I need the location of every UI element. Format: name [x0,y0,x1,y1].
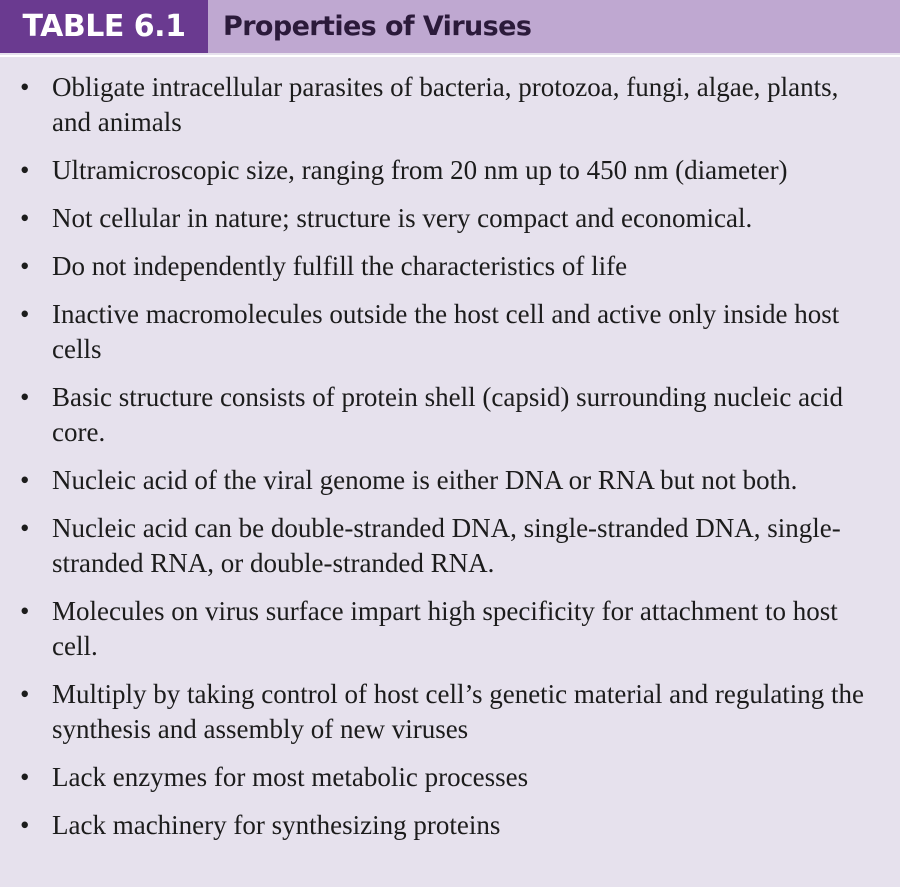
list-item-text: Lack enzymes for most metabolic processes [52,762,529,792]
bullet-icon: • [20,155,30,185]
table-number-label: TABLE 6.1 [0,0,208,53]
list-item [0,594,900,664]
list-item-text: Multiply by taking control of host cell’s genetic material and regulating the synthesis and assembly of new viruses [52,679,865,744]
bullet-icon: • [20,513,30,543]
list-item-text: Nucleic acid of the viral genome is either DNA or RNA but not both. [52,465,798,495]
bullet-icon: • [20,72,30,102]
bullet-icon: • [20,679,30,709]
bullet-icon: • [20,465,30,495]
bullet-icon: • [20,299,30,329]
header-divider [0,55,900,57]
list-item [0,677,900,747]
list-item-text: Basic structure consists of protein shell (capsid) surrounding nucleic acid core. [52,382,844,447]
list-item-text: Lack machinery for synthesizing proteins [52,810,501,840]
list-item [0,760,900,795]
table-title: Properties of Viruses [223,11,532,42]
bullet-icon: • [20,762,30,792]
list-item [0,249,900,284]
list-item [0,153,900,188]
list-item-text: Inactive macromolecules outside the host cell and active only inside host cells [52,299,840,364]
list-item-text: Molecules on virus surface impart high specificity for attachment to host cell. [52,596,838,661]
bullet-icon: • [20,596,30,626]
list-item [0,808,900,843]
list-item [0,297,900,367]
properties-list [0,70,900,856]
list-item-text: Nucleic acid can be double-stranded DNA, single-stranded DNA, single-stranded RNA, or double-stranded RNA. [52,513,841,578]
bullet-icon: • [20,810,30,840]
list-item [0,70,900,140]
list-item-text: Not cellular in nature; structure is very compact and economical. [52,203,753,233]
list-item-text: Ultramicroscopic size, ranging from 20 nm up to 450 nm (diameter) [52,155,788,185]
table-header [0,0,900,53]
list-item [0,463,900,498]
list-item [0,201,900,236]
list-item [0,380,900,450]
bullet-icon: • [20,203,30,233]
bullet-icon: • [20,382,30,412]
list-item [0,511,900,581]
list-item-text: Do not independently fulfill the characteristics of life [52,251,628,281]
list-item-text: Obligate intracellular parasites of bacteria, protozoa, fungi, algae, plants, and animals [52,72,839,137]
bullet-icon: • [20,251,30,281]
